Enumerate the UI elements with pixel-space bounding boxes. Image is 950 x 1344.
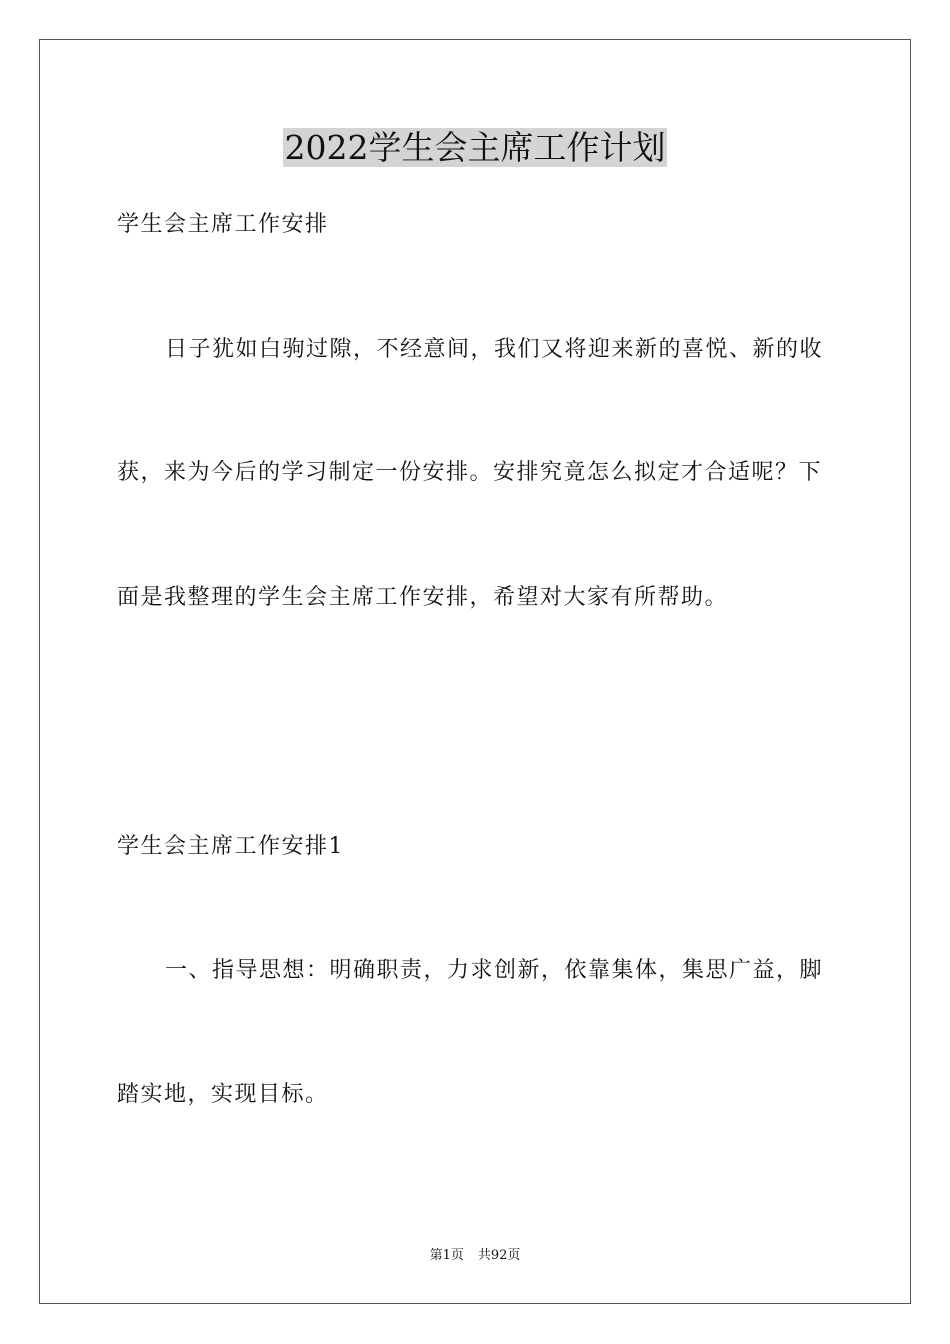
section-1-line-1: 一、指导思想：明确职责，力求创新，依靠集体，集思广益，脚 — [165, 958, 824, 983]
intro-line-1: 日子犹如白驹过隙，不经意间，我们又将迎来新的喜悦、新的收 — [165, 337, 824, 362]
intro-line-3: 面是我整理的学生会主席工作安排，希望对大家有所帮助。 — [117, 585, 729, 610]
intro-line-2: 获，来为今后的学习制定一份安排。安排究竟怎么拟定才合适呢？下 — [117, 460, 823, 485]
page-number: 第1页 — [429, 1248, 464, 1263]
document-subtitle: 学生会主席工作安排 — [117, 212, 329, 237]
page-footer — [0, 1247, 950, 1265]
section-1-line-2: 踏实地，实现目标。 — [117, 1082, 329, 1107]
section-1-heading: 学生会主席工作安排1 — [117, 834, 344, 859]
document-title-text: 2022学生会主席工作计划 — [284, 128, 666, 167]
document-title — [0, 124, 950, 172]
page-total: 共92页 — [477, 1248, 521, 1263]
